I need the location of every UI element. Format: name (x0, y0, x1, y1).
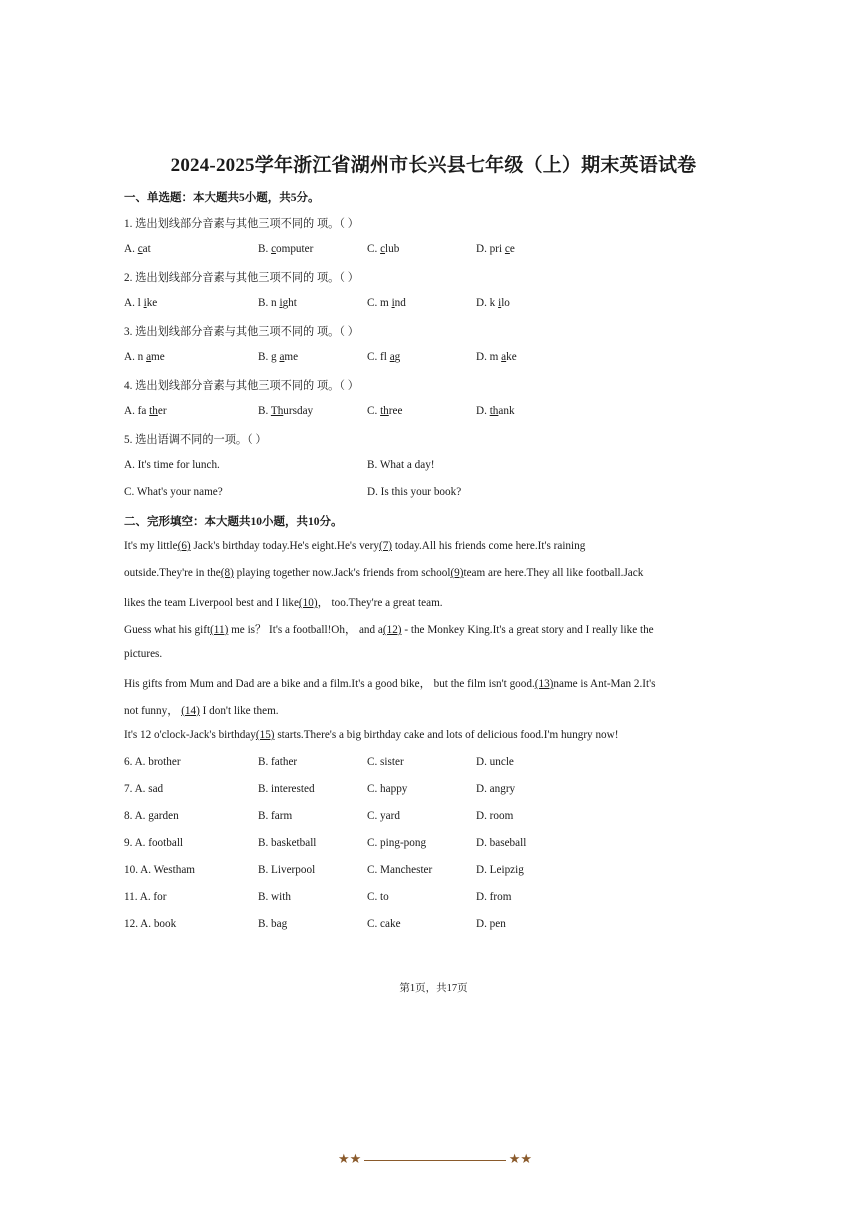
blank-number: (7) (378, 540, 393, 552)
choice-option-a: 7. A. sad (124, 783, 164, 795)
question-stem: 2. 选出划线部分音素与其他三项不同的 项。（ ） (124, 272, 359, 284)
underlined-letters: i (143, 297, 147, 309)
option-text: er (157, 405, 167, 417)
passage-text: ， too.They're a great team. (317, 597, 443, 609)
option-text: ree (388, 405, 403, 417)
choice-option-c: C. happy (367, 783, 408, 795)
passage-text: I don't like them. (199, 705, 279, 717)
passage-text: team are here.They all like football.Jack (463, 567, 644, 579)
option-text: C. fl (367, 351, 390, 363)
underlined-letters: a (279, 351, 285, 363)
underlined-letters: i (498, 297, 502, 309)
blank-number: (9) (450, 567, 464, 579)
passage-text: not funny， (124, 705, 182, 717)
answer-option: C. What's your name? (124, 486, 223, 498)
option-text: nd (394, 297, 406, 309)
answer-option (476, 297, 510, 309)
blank-number: (11) (210, 624, 229, 636)
choice-option-b: B. with (258, 891, 291, 903)
option-text: me (151, 351, 165, 363)
passage-text: name is Ant-Man 2.It's (553, 678, 656, 690)
blank-number: (6) (177, 540, 191, 552)
page-number: 第1页，共17页 (399, 983, 468, 994)
blank-number: (14) (181, 705, 200, 717)
choice-option-a: 11. A. for (124, 891, 167, 903)
choice-option-a: 6. A. brother (124, 756, 181, 768)
option-text: B. (258, 243, 272, 255)
passage-text: pictures. (124, 648, 163, 660)
passage-line (124, 567, 643, 579)
option-text: D. k (476, 297, 499, 309)
choice-option-d: D. from (476, 891, 512, 903)
choice-option-b: B. basketball (258, 837, 317, 849)
answer-option (124, 405, 167, 417)
passage-text: It's my little (124, 540, 178, 552)
passage-line (124, 702, 279, 718)
underlined-letters: a (501, 351, 507, 363)
answer-option (258, 351, 298, 363)
choice-option-c: C. ping-pong (367, 837, 427, 849)
question-stem: 1. 选出划线部分音素与其他三项不同的 项。（ ） (124, 218, 359, 230)
passage-text: - the Monkey King.It's a great story and I really like the (401, 624, 654, 636)
choice-option-b: B. bag (258, 918, 288, 930)
choice-option-b: B. Liverpool (258, 864, 316, 876)
answer-option: D. Is this your book? (367, 486, 462, 498)
choice-option-d: D. Leipzig (476, 864, 524, 876)
underlined-letters: c (380, 243, 386, 255)
section-2-heading: 二、完形填空：本大题共10小题，共10分。 (124, 516, 343, 528)
question-stem: 4. 选出划线部分音素与其他三项不同的 项。（ ） (124, 380, 359, 392)
choice-option-c: C. Manchester (367, 864, 433, 876)
underlined-letters: i (279, 297, 283, 309)
choice-option-d: D. angry (476, 783, 516, 795)
choice-option-c: C. to (367, 891, 389, 903)
underlined-letters: Th (270, 405, 284, 417)
passage-text: His gifts from Mum and Dad are a bike and a film.It's a good bike， but the film isn't good. (124, 678, 535, 690)
passage-line (124, 540, 585, 552)
passage-text: me is？ It's a football!Oh， and a (228, 624, 383, 636)
divider-line (364, 1160, 506, 1161)
option-text: C. m (367, 297, 392, 309)
passage-text: It's 12 o'clock-Jack's birthday (124, 729, 256, 741)
option-text: ke (506, 351, 517, 363)
choice-option-a: 9. A. football (124, 837, 184, 849)
choice-option-d: D. room (476, 810, 514, 822)
choice-option-d: D. pen (476, 918, 506, 930)
option-text: e (509, 243, 515, 255)
option-text: lub (385, 243, 400, 255)
question-stem: 5. 选出语调不同的一项。（ ） (124, 434, 267, 446)
option-text: A. n (124, 351, 147, 363)
option-text: at (142, 243, 151, 255)
underlined-letters: i (391, 297, 395, 309)
blank-number: (12) (382, 624, 402, 636)
section-1-heading: 一、单选题：本大题共5小题，共5分。 (124, 192, 320, 204)
passage-text: Guess what his gift (124, 624, 211, 636)
answer-option (258, 243, 313, 255)
answer-option (476, 351, 517, 363)
passage-line (124, 729, 618, 741)
answer-option (367, 405, 402, 417)
question-stem: 3. 选出划线部分音素与其他三项不同的 项。（ ） (124, 326, 359, 338)
answer-option (124, 243, 151, 255)
option-text: ght (282, 297, 297, 309)
star-icon-left: ★★ (338, 1151, 362, 1166)
passage-line (124, 648, 162, 660)
option-text: B. (258, 405, 271, 417)
passage-line (124, 621, 654, 637)
underlined-letters: a (146, 351, 152, 363)
choice-option-d: D. baseball (476, 837, 527, 849)
passage-text: Jack's birthday today.He's eight.He's very (190, 540, 379, 552)
option-text: ursday (283, 405, 314, 417)
underlined-letters: th (380, 405, 389, 417)
choice-option-a: 8. A. garden (124, 810, 179, 822)
option-text: D. pri (476, 243, 505, 255)
choice-option-c: C. sister (367, 756, 404, 768)
underlined-letters: c (137, 243, 143, 255)
answer-option: A. It's time for lunch. (124, 459, 220, 471)
option-text: me (284, 351, 299, 363)
option-text: C. (367, 405, 381, 417)
blank-number: (8) (220, 567, 234, 579)
choice-option-c: C. yard (367, 810, 400, 822)
passage-line (124, 594, 443, 610)
passage-text: likes the team Liverpool best and I like (124, 597, 299, 609)
underlined-letters: a (389, 351, 395, 363)
option-text: lo (501, 297, 510, 309)
option-text: ke (146, 297, 158, 309)
option-text: D. (476, 405, 490, 417)
blank-number: (13) (534, 678, 554, 690)
underlined-letters: th (149, 405, 158, 417)
answer-option (476, 243, 515, 255)
answer-option (124, 297, 157, 309)
blank-number: (15) (255, 729, 275, 741)
option-text: ank (498, 405, 515, 417)
option-text: A. fa (124, 405, 150, 417)
underlined-letters: th (489, 405, 499, 417)
option-text: B. g (258, 351, 280, 363)
option-text: A. (124, 243, 138, 255)
option-text: B. n (258, 297, 280, 309)
answer-option (367, 351, 400, 363)
answer-option (258, 297, 297, 309)
passage-text: starts.There's a big birthday cake and lots of delicious food.I'm hungry now! (274, 729, 619, 741)
blank-number: (10) (298, 597, 318, 609)
answer-option (476, 405, 515, 417)
option-text: D. m (476, 351, 502, 363)
passage-text: today.All his friends come here.It's raining (392, 540, 586, 552)
choice-option-a: 10. A. Westham (124, 864, 195, 876)
option-text: A. l (124, 297, 144, 309)
star-icon-right: ★★ (508, 1151, 532, 1166)
choice-option-d: D. uncle (476, 756, 514, 768)
choice-option-b: B. father (258, 756, 298, 768)
option-text: C. (367, 243, 381, 255)
passage-text: outside.They're in the (124, 567, 221, 579)
option-text: omputer (276, 243, 314, 255)
passage-line (124, 675, 655, 691)
answer-option (258, 405, 313, 417)
answer-option: B. What a day! (367, 459, 435, 471)
option-text: g (394, 351, 401, 363)
underlined-letters: c (504, 243, 510, 255)
choice-option-b: B. farm (258, 810, 293, 822)
passage-text: playing together now.Jack's friends from school (233, 567, 451, 579)
answer-option (367, 297, 406, 309)
choice-option-a: 12. A. book (124, 918, 177, 930)
underlined-letters: c (271, 243, 277, 255)
answer-option (124, 351, 165, 363)
answer-option (367, 243, 399, 255)
choice-option-b: B. interested (258, 783, 315, 795)
page-title: 2024-2025学年浙江省湖州市长兴县七年级（上）期末英语试卷 (170, 155, 697, 176)
footer-decoration (338, 1150, 532, 1170)
choice-option-c: C. cake (367, 918, 401, 930)
